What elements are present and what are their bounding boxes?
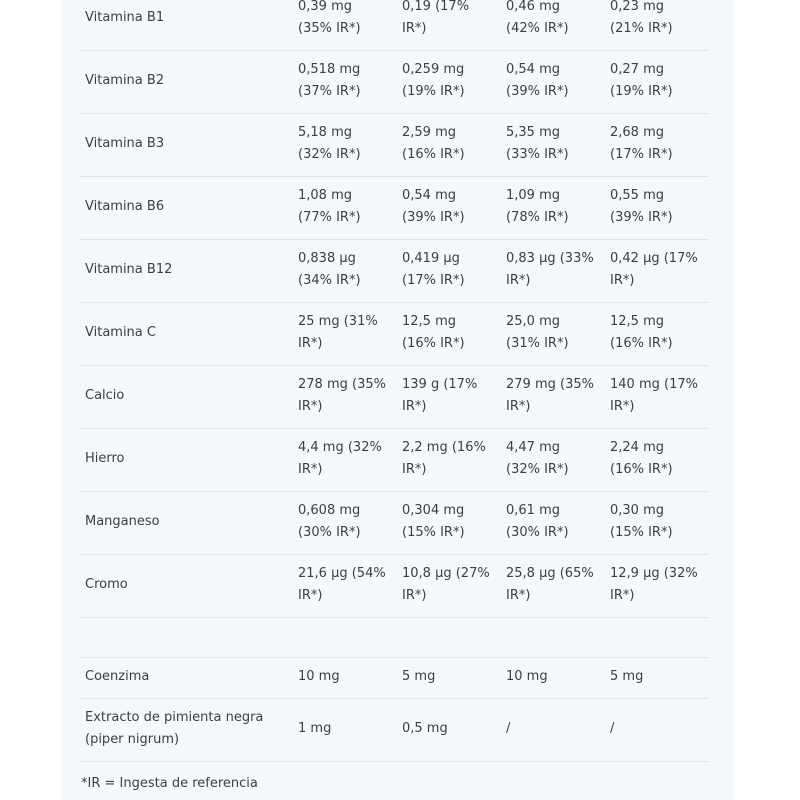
value-cell: 10,8 µg (27% IR*) [396,555,500,618]
nutrient-name: Hierro [80,429,292,492]
value-cell: 21,6 µg (54% IR*) [292,555,396,618]
spacer-row [80,618,708,658]
value-cell: 0,259 mg (19% IR*) [396,51,500,114]
value-cell: 5,35 mg (33% IR*) [500,114,604,177]
value-cell: 4,47 mg (32% IR*) [500,429,604,492]
value-cell: 140 mg (17% IR*) [604,366,708,429]
table-row [80,492,708,555]
value-cell: 0,608 mg (30% IR*) [292,492,396,555]
nutrient-name: Calcio [80,366,292,429]
value-cell: 0,54 mg (39% IR*) [500,51,604,114]
value-cell: 1,08 mg (77% IR*) [292,177,396,240]
table-row [80,699,708,762]
value-cell: 0,46 mg (42% IR*) [500,0,604,51]
table-row [80,0,708,51]
value-cell: 0,23 mg (21% IR*) [604,0,708,51]
value-cell: 0,83 µg (33% IR*) [500,240,604,303]
nutrient-name: Vitamina B12 [80,240,292,303]
value-cell: 0,419 µg (17% IR*) [396,240,500,303]
value-cell: 2,24 mg (16% IR*) [604,429,708,492]
value-cell: 0,55 mg (39% IR*) [604,177,708,240]
value-cell: 0,19 (17% IR*) [396,0,500,51]
table-row [80,658,708,699]
value-cell: 5 mg [604,658,708,699]
table-row [80,177,708,240]
value-cell: 0,30 mg (15% IR*) [604,492,708,555]
value-cell: 4,4 mg (32% IR*) [292,429,396,492]
nutrient-name: Coenzima [80,658,292,699]
value-cell: 5,18 mg (32% IR*) [292,114,396,177]
value-cell: 2,2 mg (16% IR*) [396,429,500,492]
nutrient-name: Vitamina B1 [80,0,292,51]
table-row [80,366,708,429]
table-row [80,429,708,492]
value-cell: 0,27 mg (19% IR*) [604,51,708,114]
footnote: *IR = Ingesta de referencia [81,776,258,791]
value-cell: / [604,699,708,762]
value-cell: 0,42 µg (17% IR*) [604,240,708,303]
table-row [80,555,708,618]
nutrient-name: Vitamina B2 [80,51,292,114]
value-cell: 0,518 mg (37% IR*) [292,51,396,114]
value-cell: / [500,699,604,762]
nutrient-name: Vitamina C [80,303,292,366]
value-cell: 12,5 mg (16% IR*) [396,303,500,366]
value-cell: 10 mg [500,658,604,699]
nutrition-table [80,0,708,762]
value-cell: 1 mg [292,699,396,762]
value-cell: 25,0 mg (31% IR*) [500,303,604,366]
value-cell: 0,54 mg (39% IR*) [396,177,500,240]
value-cell: 25 mg (31% IR*) [292,303,396,366]
value-cell: 0,5 mg [396,699,500,762]
nutrient-name: Manganeso [80,492,292,555]
table-row [80,114,708,177]
nutrient-name: Vitamina B3 [80,114,292,177]
table-row [80,303,708,366]
value-cell: 0,39 mg (35% IR*) [292,0,396,51]
value-cell: 0,304 mg (15% IR*) [396,492,500,555]
value-cell: 278 mg (35% IR*) [292,366,396,429]
nutrient-name: Cromo [80,555,292,618]
nutrient-name: Vitamina B6 [80,177,292,240]
value-cell: 10 mg [292,658,396,699]
value-cell: 12,5 mg (16% IR*) [604,303,708,366]
table-row [80,240,708,303]
value-cell: 2,68 mg (17% IR*) [604,114,708,177]
value-cell: 25,8 µg (65% IR*) [500,555,604,618]
value-cell: 5 mg [396,658,500,699]
value-cell: 139 g (17% IR*) [396,366,500,429]
nutrient-name: Extracto de pimienta negra (piper nigrum) [80,699,292,762]
value-cell: 279 mg (35% IR*) [500,366,604,429]
value-cell: 1,09 mg (78% IR*) [500,177,604,240]
value-cell: 2,59 mg (16% IR*) [396,114,500,177]
value-cell: 12,9 µg (32% IR*) [604,555,708,618]
value-cell: 0,61 mg (30% IR*) [500,492,604,555]
value-cell: 0,838 µg (34% IR*) [292,240,396,303]
table-row [80,51,708,114]
